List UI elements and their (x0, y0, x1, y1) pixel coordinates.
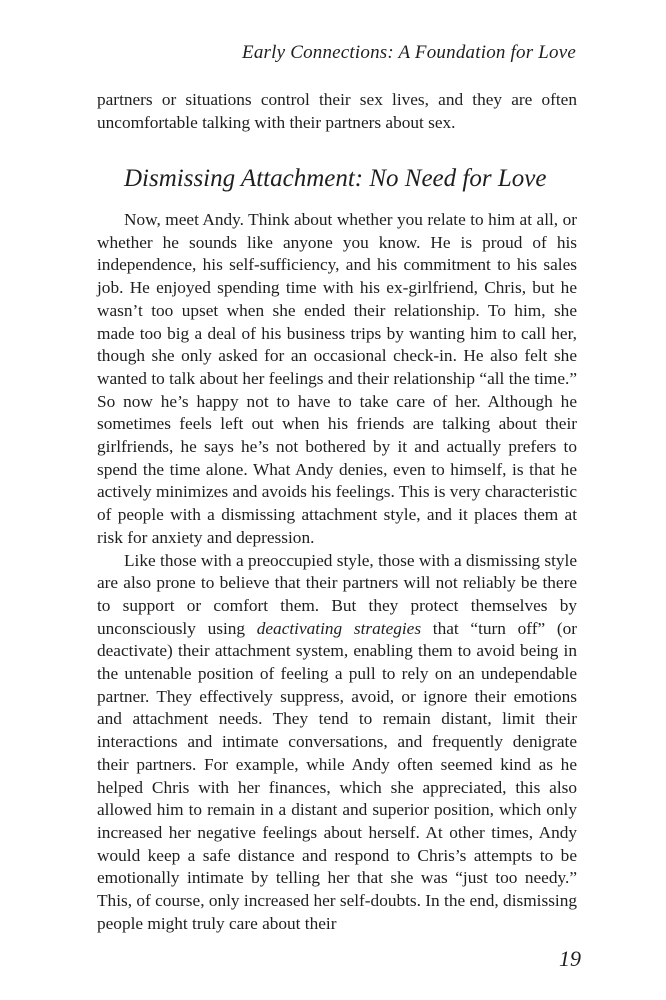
running-header: Early Connections: A Foundation for Love (242, 42, 576, 63)
paragraph-2-lead-text: Like those with a preoccupied style, those with a dismissing style are also prone to believe that their partners will not reliably be there to support or comfort them. But they protect themselves by unconsciously using (97, 550, 577, 638)
continued-paragraph: partners or situations control their sex lives, and they are often uncomfortable talking with their partners about sex. (97, 90, 577, 132)
body-paragraph-1: Now, meet Andy. Think about whether you relate to him at all, or whether he sounds like anyone you know. He is proud of his independence, his self-sufficiency, and his commitment to his sales job. He enjoyed spending time with his ex-girlfriend, Chris, but he wasn’t too upset when she ended their relationship. To him, she made too big a deal of his business trips by wanting him to call her, though she only asked for an occasional check-in. He also felt she wanted to talk about her feelings and their relationship “all the time.” So now he’s happy not to have to take care of her. Although he sometimes feels left out when his friends are talking about their girlfriends, he says he’s not bothered by it and actually prefers to spend the time alone. What Andy denies, even to himself, is that he actively minimizes and avoids his feelings. This is very characteristic of people with a dismissing attachment style, and it places them at risk for anxiety and depression. (97, 210, 577, 547)
section-body (97, 209, 577, 936)
italic-term: deactivating strategies (256, 618, 422, 638)
continued-text-block (97, 89, 577, 134)
page-number: 19 (559, 946, 581, 971)
paragraph-2-trailing-text: that “turn off” (or deactivate) their attachment system, enabling them to avoid being in the untenable position of feeling a pull to rely on an undependable partner. They effectively suppress, avoid, or ignore their emotions and attachment needs. They tend to remain distant, limit their interactions and intimate conversations, and frequently denigrate their partners. For example, while Andy often seemed kind as he helped Chris with her finances, which she appreciated, this also allowed him to remain in a distant and superior position, which only increased her negative feelings about herself. At other times, Andy would keep a safe distance and respond to Chris’s attempts to be emotionally intimate by telling her that she was “just too needy.” This, of course, only increased her self-doubts. In the end, dismissing people might truly care about their (97, 618, 577, 933)
section-heading: Dismissing Attachment: No Need for Love (124, 165, 547, 192)
body-paragraph-2 (97, 550, 577, 936)
